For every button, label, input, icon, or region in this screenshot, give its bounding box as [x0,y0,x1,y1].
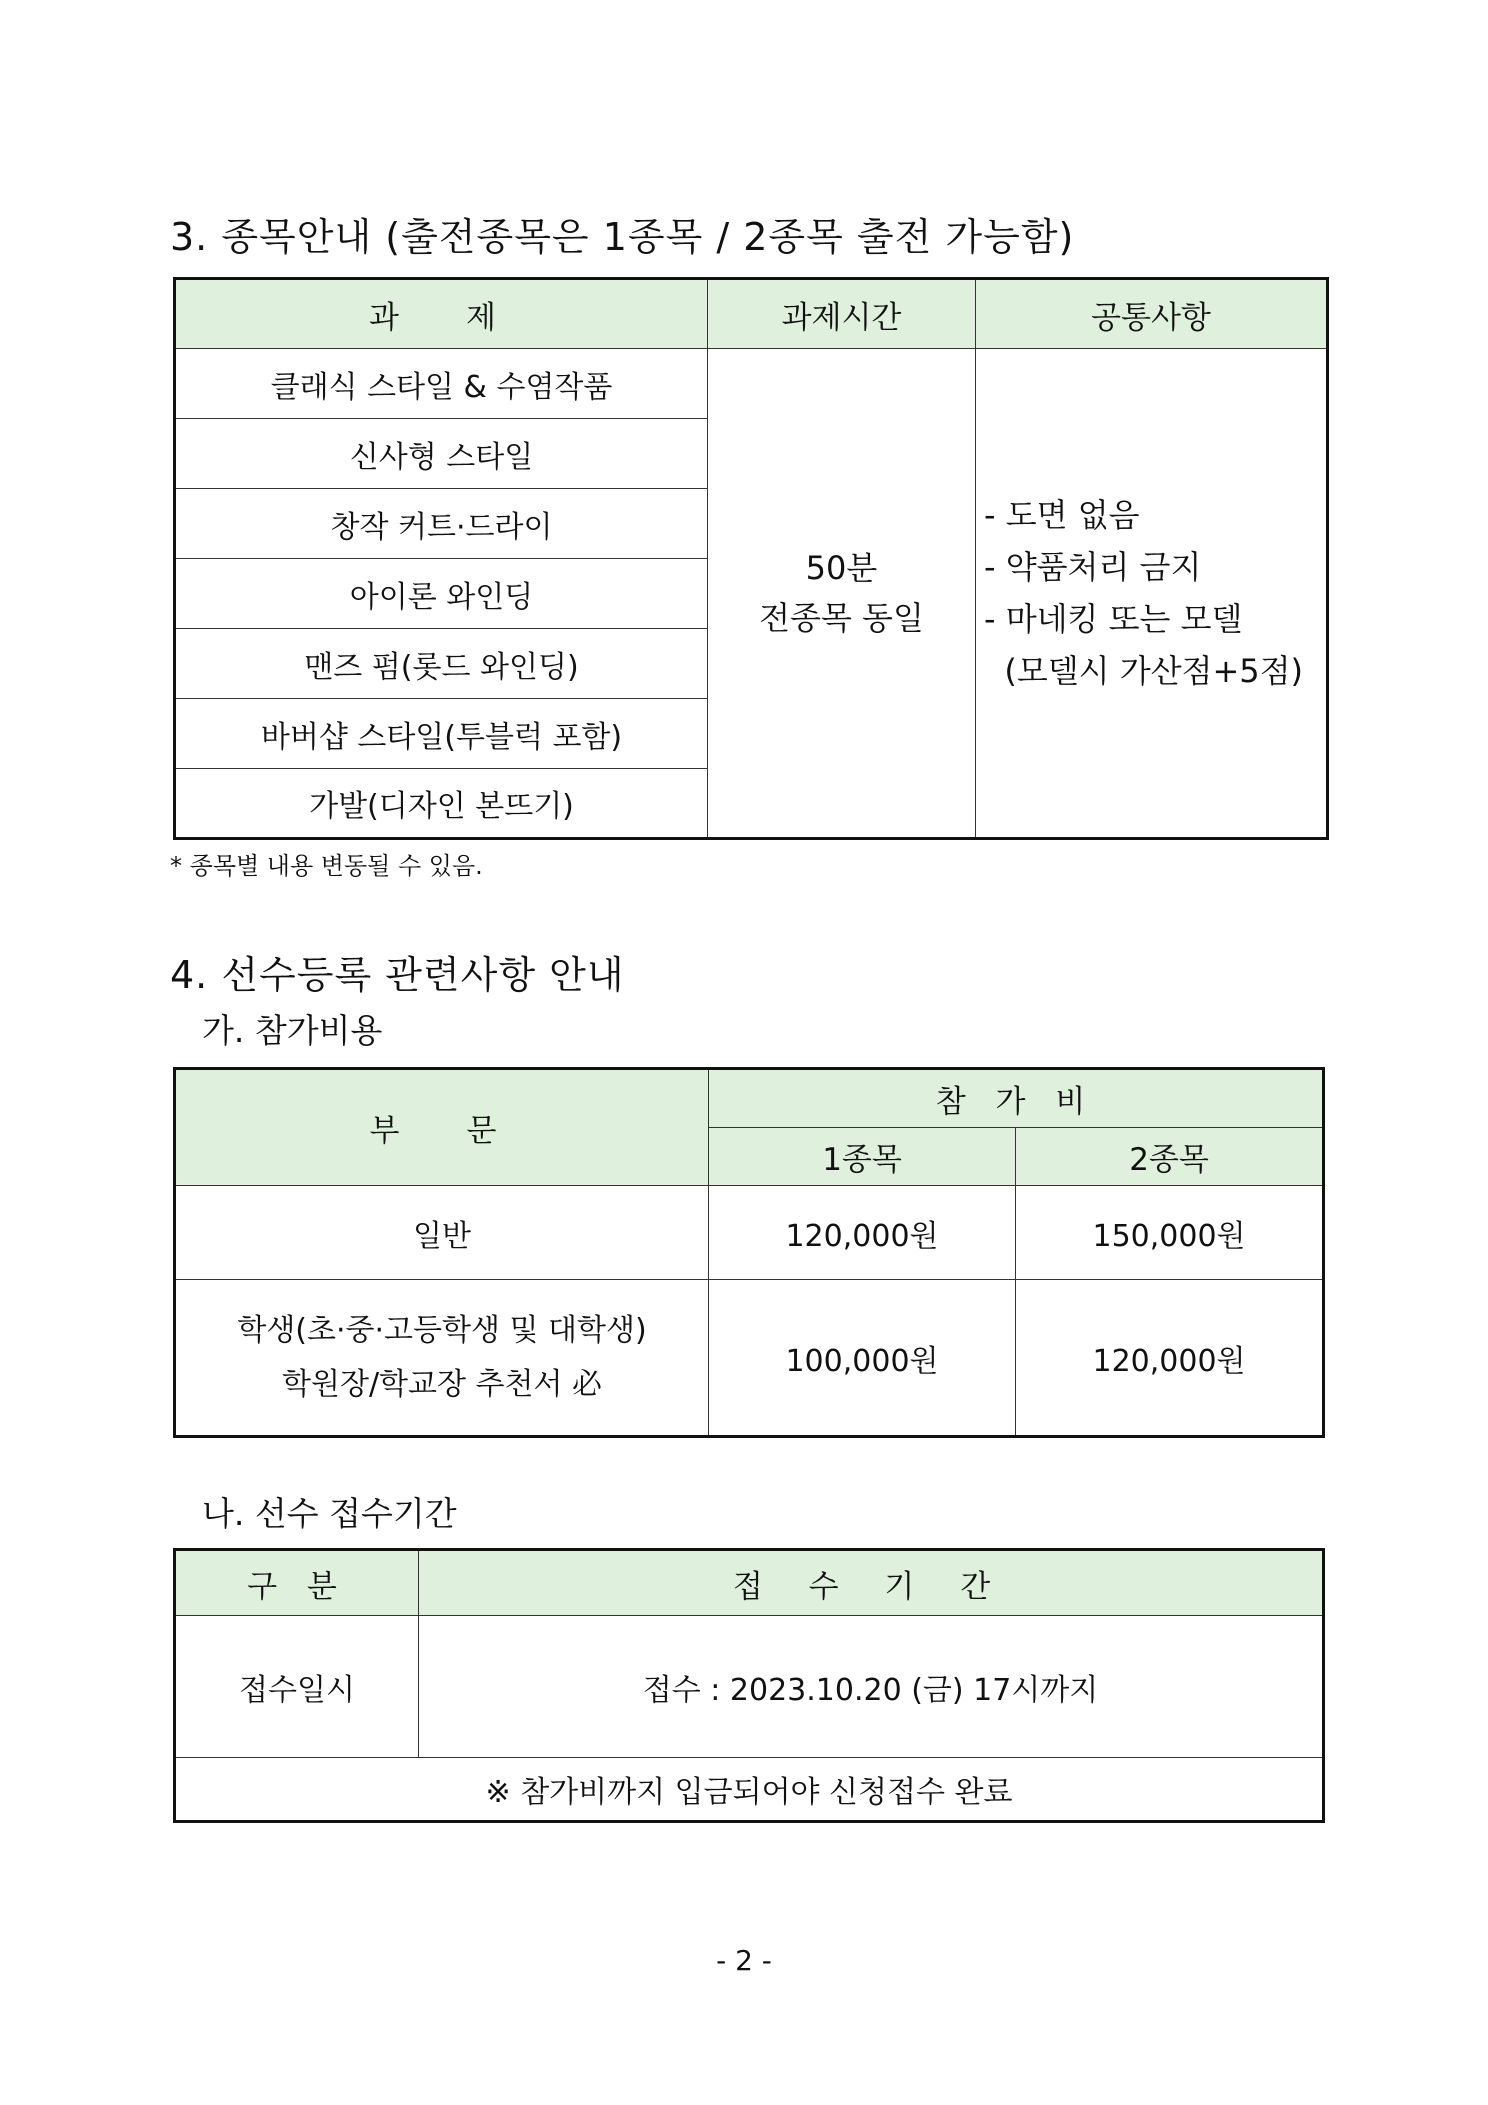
period-label: 접수일시 [175,1616,419,1758]
header-common: 공통사항 [976,279,1328,349]
section4-title: 4. 선수등록 관련사항 안내 [170,953,625,997]
category-student-line: 학생(초·중·고등학생 및 대학생) [237,1312,647,1348]
period-table [173,1548,1325,1823]
fee-general-two: 150,000원 [1016,1186,1324,1280]
common-item: - 약품처리 금지 [984,548,1202,586]
common-item: - 마네킹 또는 모델 [984,600,1243,638]
header-fee: 참 가 비 [709,1069,1324,1128]
time-cell [708,349,976,839]
period-value: 접수 : 2023.10.20 (금) 17시까지 [419,1616,1324,1758]
fee-subheading: 가. 참가비용 [202,1011,383,1050]
common-item: (모델시 가산점+5점) [984,652,1304,690]
fee-general-one: 120,000원 [709,1186,1016,1280]
page-number: - 2 - [716,1944,772,1977]
task-cell: 바버샵 스타일(투블럭 포함) [175,699,708,769]
time-value: 50분 [805,549,878,587]
task-cell: 맨즈 펌(롯드 와인딩) [175,629,708,699]
period-footer-note: ※ 참가비까지 입금되어야 신청접수 완료 [175,1758,1324,1822]
header-two-events: 2종목 [1016,1128,1324,1186]
period-subheading: 나. 선수 접수기간 [202,1494,457,1533]
header-type: 구 분 [175,1550,419,1616]
header-time: 과제시간 [708,279,976,349]
task-cell: 클래식 스타일 & 수염작품 [175,349,708,419]
category-general: 일반 [175,1186,709,1280]
common-cell [976,349,1328,839]
header-task: 과 제 [175,279,708,349]
time-scope: 전종목 동일 [759,599,924,637]
task-cell: 신사형 스타일 [175,419,708,489]
header-period: 접 수 기 간 [419,1550,1324,1616]
header-one-event: 1종목 [709,1128,1016,1186]
fee-table [173,1067,1325,1438]
category-student-requirement: 학원장/학교장 추천서 必 [282,1366,602,1402]
task-cell: 가발(디자인 본뜨기) [175,769,708,839]
fee-student-one: 100,000원 [709,1280,1016,1437]
header-category: 부 문 [175,1069,709,1186]
section3-title: 3. 종목안내 (출전종목은 1종목 / 2종목 출전 가능함) [170,215,1075,259]
event-table [173,277,1329,840]
fee-student-two: 120,000원 [1016,1280,1324,1437]
common-item: - 도면 없음 [984,496,1140,534]
section3-note: * 종목별 내용 변동될 수 있음. [170,852,483,880]
task-cell: 아이론 와인딩 [175,559,708,629]
task-cell: 창작 커트·드라이 [175,489,708,559]
category-student [175,1280,709,1437]
